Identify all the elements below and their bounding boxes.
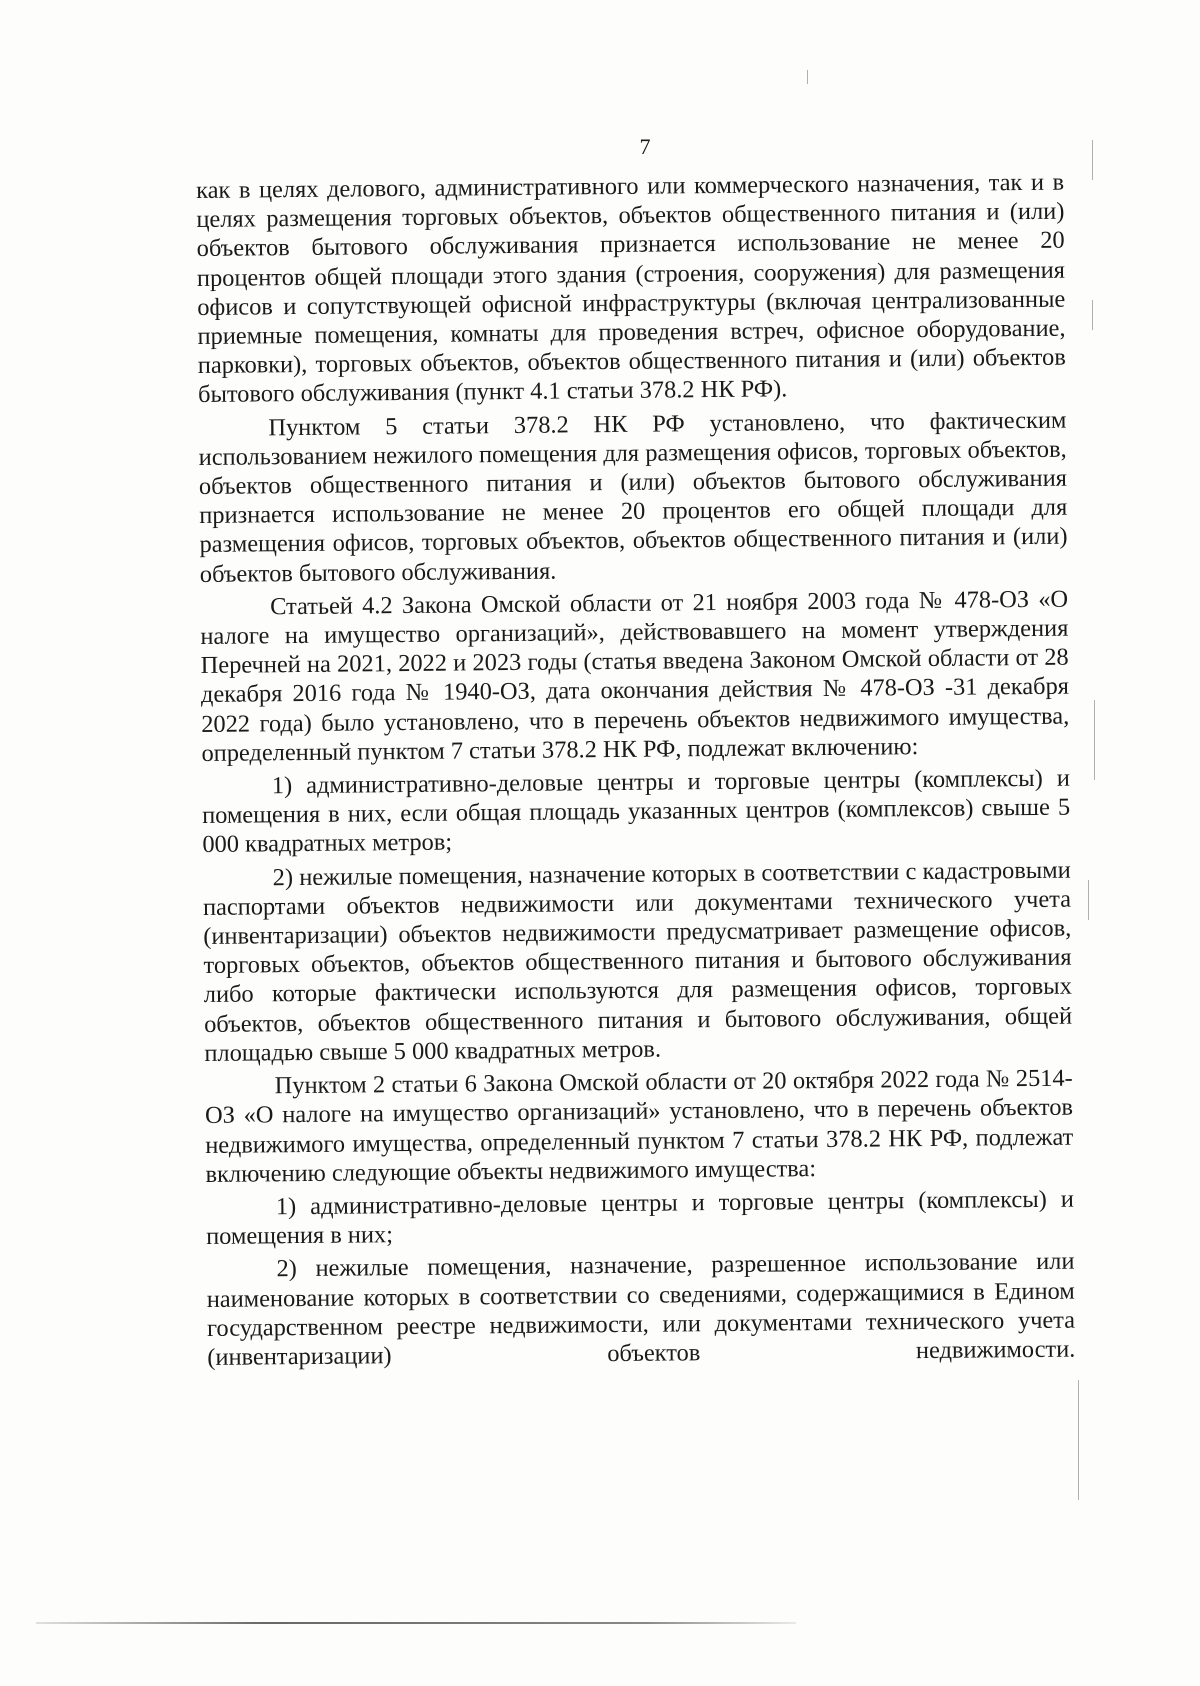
paragraph-4: 1) административно-деловые центры и торговые центры (комплексы) и помещения в них, если общая площадь указанных центров (комплексов) свыше 5 000 квадратных метров; [202,764,1071,859]
paragraph-3: Статьей 4.2 Закона Омской области от 21 ноября 2003 года № 478-ОЗ «О налоге на имущество организаций», действовавшего на момент утверждения Перечней на 2021, 2022 и 2023 годы (статья введена Законом Омской области от 28 декабря 2016 года № 1940-ОЗ, дата окончания действия № 478-ОЗ -31 декабря 2022 года) было установлено, что в перечень объектов недвижимого имущества, определенный пунктом 7 статьи 378.2 НК РФ, подлежат включению: [200,585,1070,767]
paragraph-8: 2) нежилые помещения, назначение, разрешенное использование или наименование которых в соответствии со сведениями, содержащимися в Едином государственном реестре недвижимости, или документами технического учета (инвентаризации) объектов недвижимости. [206,1247,1076,1371]
scan-edge-mark [1094,700,1095,780]
scan-edge-mark [1092,300,1093,330]
paragraph-1: как в целях делового, административного или коммерческого назначения, так и в целях размещения торговых объектов, объектов общественного питания и (или) объектов бытового обслуживания признается использование не менее 20 процентов общей площади этого здания (строения, сооружения) для размещения офисов и сопутствующей офисной инфраструктуры (включая централизованные приемные помещения, комнаты для проведения встреч, офисное оборудование, парковки), торговых объектов, объектов общественного питания и (или) объектов бытового обслуживания (пункт 4.1 статьи 378.2 НК РФ). [196,168,1066,409]
scan-bottom-rule [36,1622,796,1624]
paragraph-6: Пунктом 2 статьи 6 Закона Омской области от 20 октября 2022 года № 2514-ОЗ «О налоге на имущество организаций» установлено, что в перечень объектов недвижимого имущества, определенный пунктом 7 статьи 378.2 НК РФ, подлежат включению следующие объекты недвижимого имущества: [204,1064,1074,1188]
document-body [196,168,1075,1376]
scan-edge-mark [1088,880,1089,920]
scan-edge-mark [1092,140,1093,180]
scan-edge-mark [807,70,808,84]
paragraph-5: 2) нежилые помещения, назначение которых в соответствии с кадастровыми паспортами объектов недвижимости или документами технического учета (инвентаризации) объектов недвижимости предусматривает размещение офисов, торговых объектов, объектов общественного питания и бытового обслуживания либо которые фактически используются для размещения офисов, торговых объектов, объектов общественного питания и бытового обслуживания, общей площадью свыше 5 000 квадратных метров. [202,856,1073,1067]
paragraph-2: Пунктом 5 статьи 378.2 НК РФ установлено, что фактическим использованием нежилого помещения для размещения офисов, торговых объектов, объектов общественного питания и (или) объектов бытового обслуживания признается использование не менее 20 процентов его общей площади для размещения офисов, торговых объектов, объектов общественного питания и (или) объектов бытового обслуживания. [198,406,1068,588]
scan-edge-mark [1078,1380,1079,1500]
paragraph-7: 1) административно-деловые центры и торговые центры (комплексы) и помещения в них; [206,1185,1074,1251]
page-number: 7 [639,134,651,159]
